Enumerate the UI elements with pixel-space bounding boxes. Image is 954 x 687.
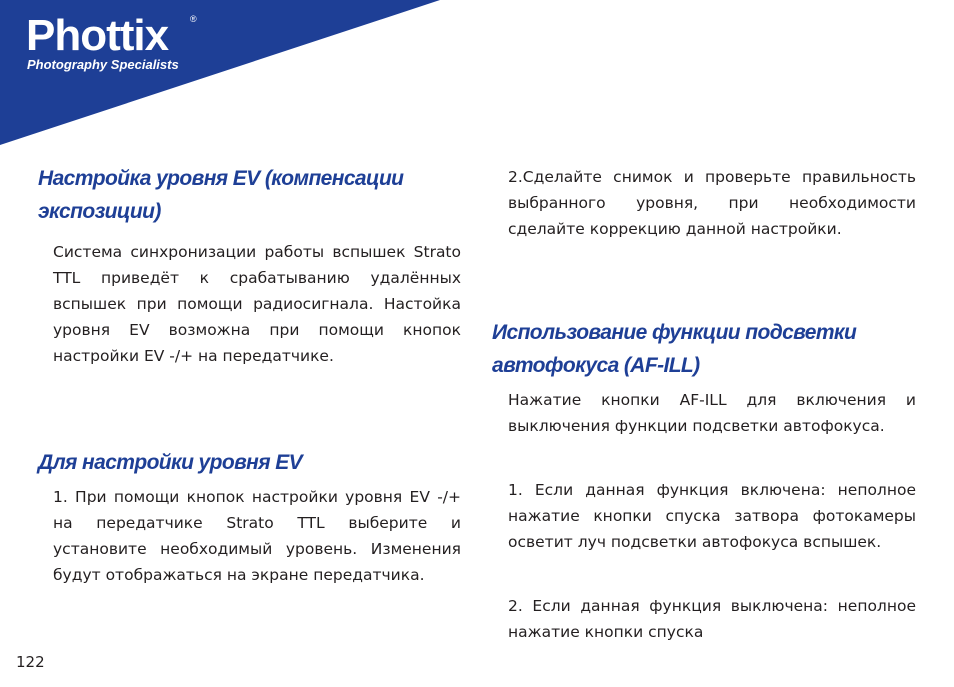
paragraph-af-ill-disabled: 2. Если данная функция выключена: неполное нажатие кнопки спуска	[508, 597, 916, 641]
brand-tagline: Photography Specialists	[27, 57, 179, 72]
paragraph-ev-intro: Система синхронизации работы вспышек Strato TTL приведёт к срабатыванию удалённых вспышек при помощи радиосигнала. Настойка уровня EV возможна при помощи кнопок настройки EV -/+ на передатчике.	[53, 243, 461, 365]
page-number: 122	[16, 653, 45, 671]
section-heading-ev-setting: Для настройки уровня EV	[38, 451, 303, 474]
registered-mark: ®	[190, 14, 197, 24]
paragraph-af-ill-intro: Нажатие кнопки AF-ILL для включения и выключения функции подсветки автофокуса.	[508, 391, 916, 435]
brand-logo: Phottix	[26, 11, 169, 60]
section-heading-ev-compensation: Настройка уровня EV (компенсации экспозиции)	[38, 167, 404, 223]
paragraph-ev-step-2: 2.Сделайте снимок и проверьте правильность выбранного уровня, при необходимости сделайте коррекцию данной настройки.	[508, 168, 916, 238]
paragraph-af-ill-enabled: 1. Если данная функция включена: неполное нажатие кнопки спуска затвора фотокамеры осветит луч подсветки автофокуса вспышек.	[508, 481, 916, 551]
paragraph-ev-step-1: 1. При помощи кнопок настройки уровня EV -/+ на передатчике Strato TTL выберите и установите необходимый уровень. Изменения будут отображаться на экране передатчика.	[53, 488, 461, 584]
section-heading-af-ill: Использование функции подсветки автофокуса (AF-ILL)	[492, 321, 857, 377]
